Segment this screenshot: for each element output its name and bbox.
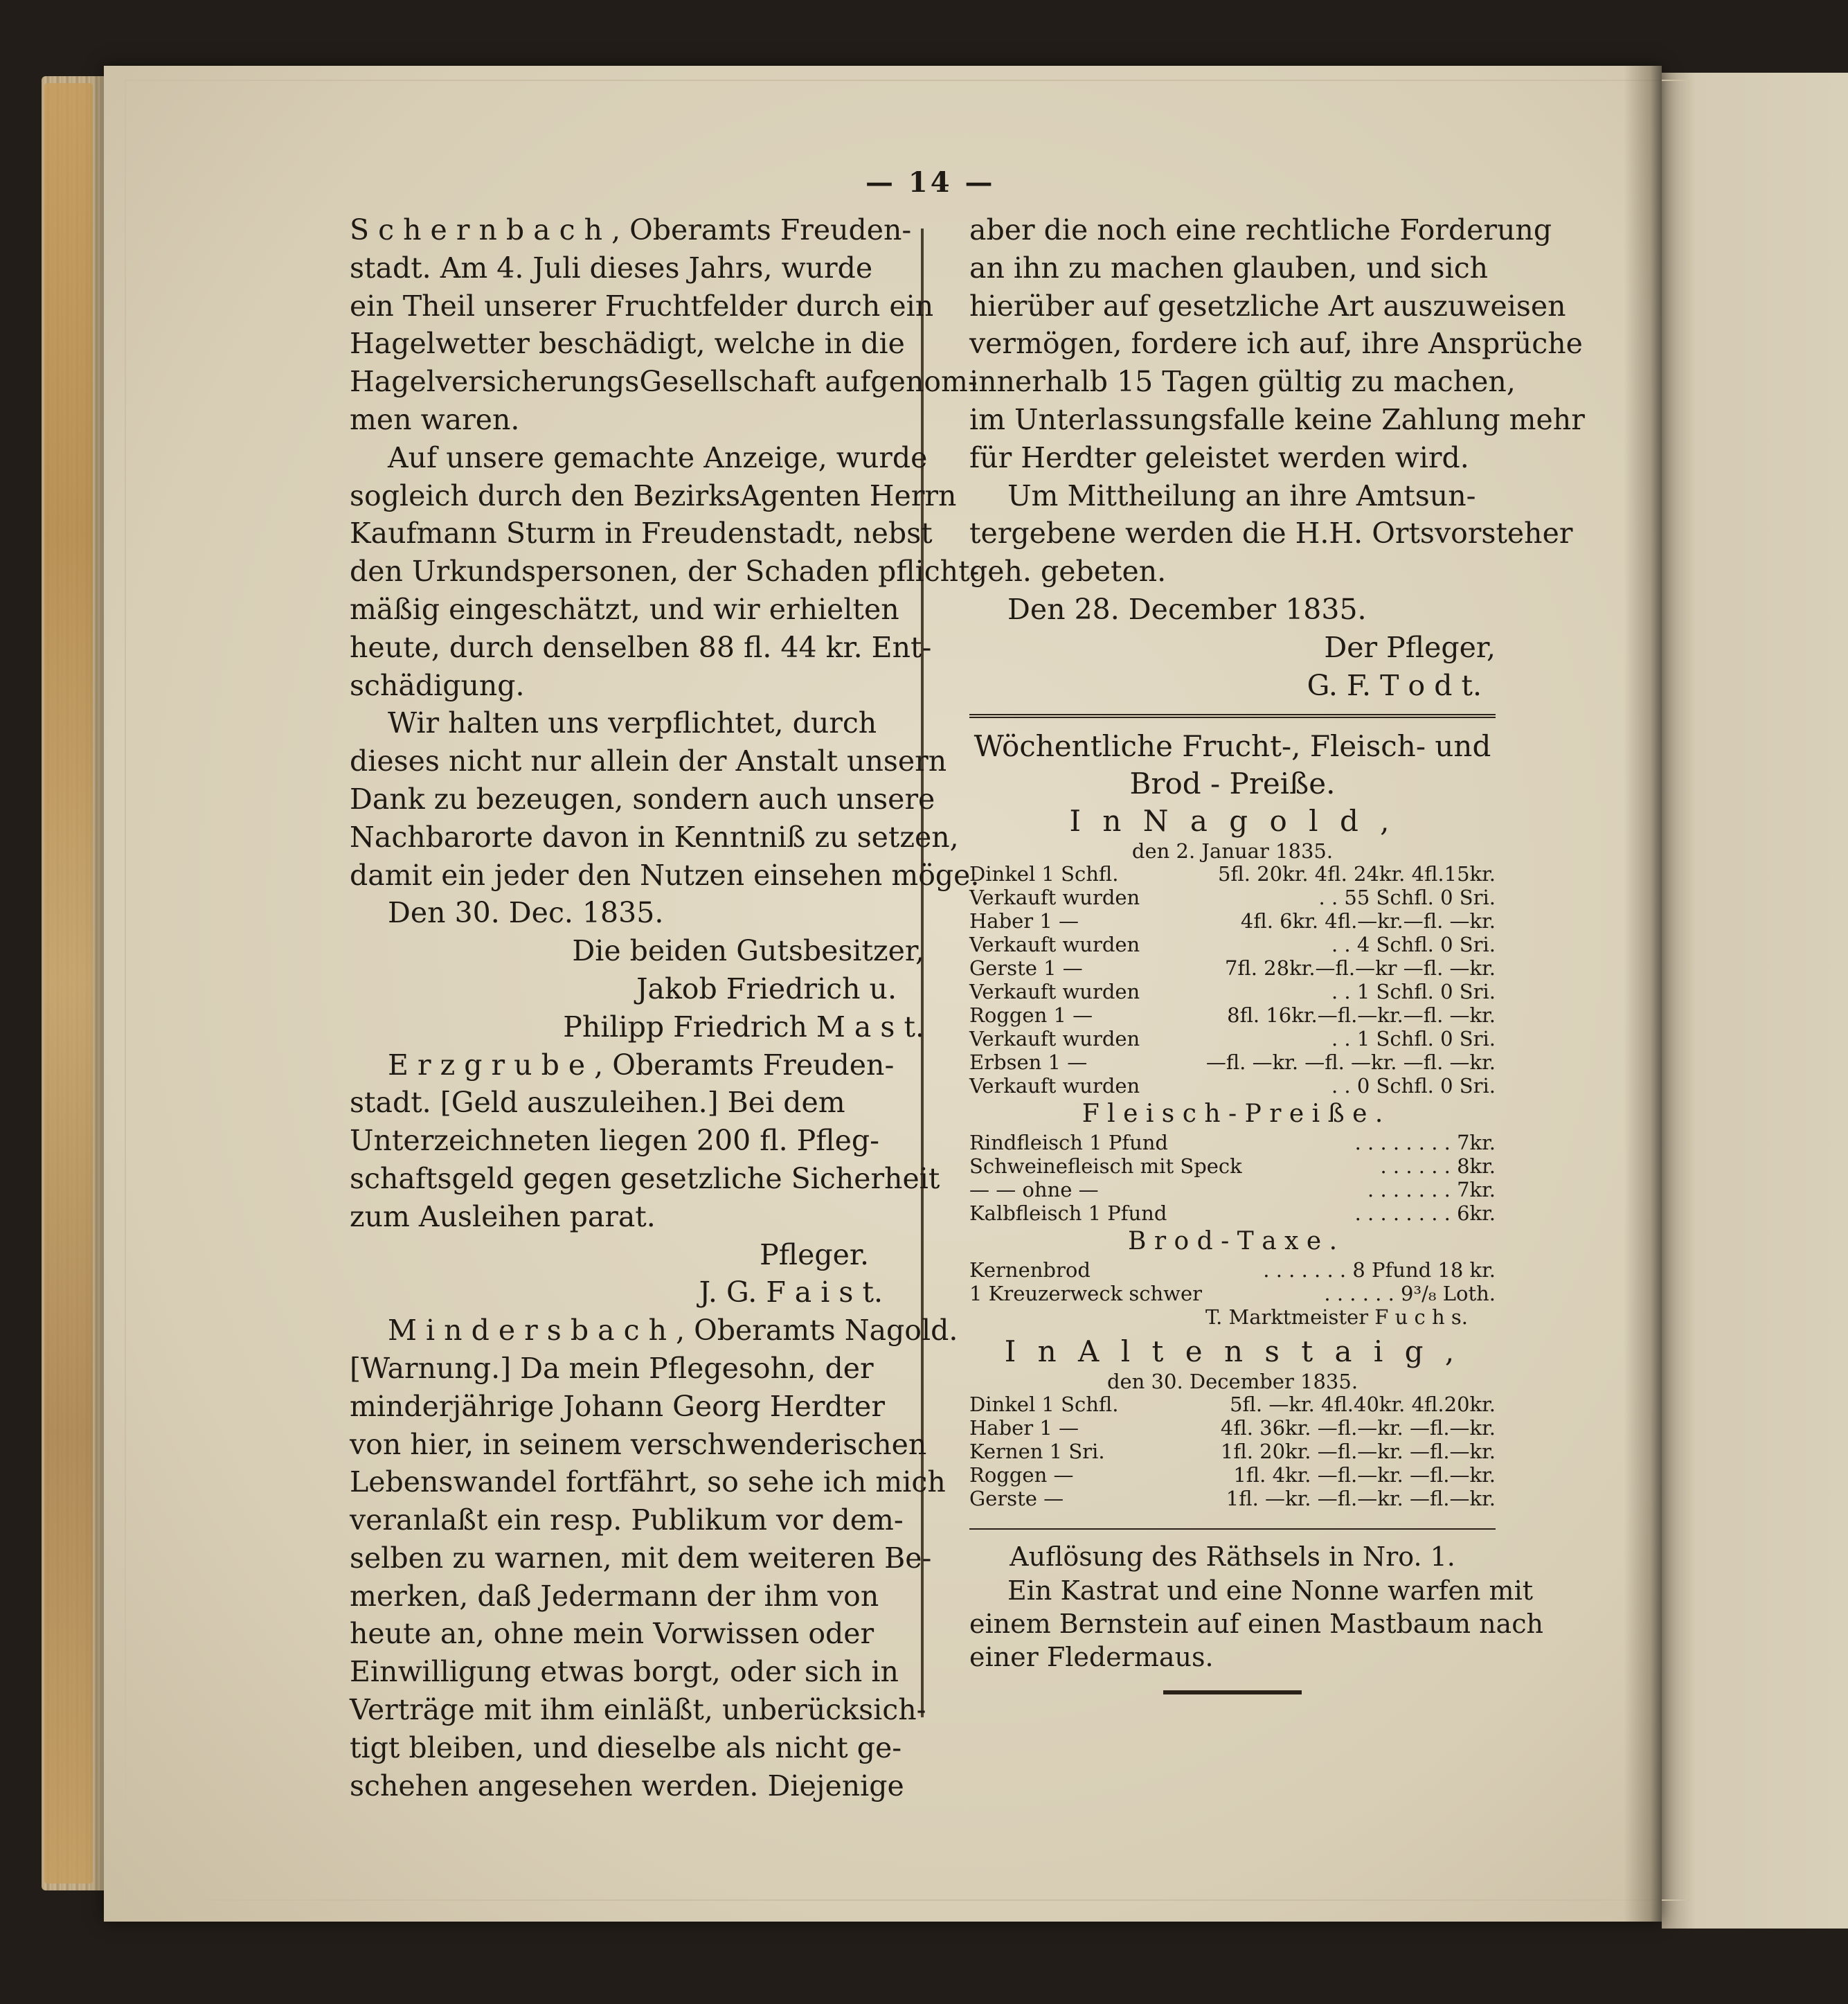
text-line: schaftsgeld gegen gesetzliche Sicherheit [350,1161,940,1195]
price-values: . . 0 Schfl. 0 Sri. [1331,1074,1496,1098]
signature-line: Pfleger. [760,1237,869,1271]
page-number: — 14 — [865,166,996,199]
price-values: . . 4 Schfl. 0 Sri. [1331,933,1496,957]
price-label: Schweinefleisch mit Speck [969,1154,1242,1179]
text-line: dieses nicht nur allein der Anstalt unsern [350,744,947,778]
text-line: Um Mittheilung an ihre Amtsun- [1007,478,1476,512]
left-column [350,211,980,1805]
text-line: damit ein jeder den Nutzen einsehen möge. [350,858,980,892]
prices-title: Wöchentliche Frucht-, Fleisch- und [974,729,1491,764]
price-row [969,1154,1496,1178]
price-values: . . . . . . . 7kr. [1367,1178,1496,1202]
text-line: den Urkundspersonen, der Schaden pflicht- [350,555,980,589]
text-line: veranlaßt ein resp. Publikum vor dem- [350,1503,904,1537]
price-values: . . 1 Schfl. 0 Sri. [1331,980,1496,1004]
text-line: geh. gebeten. [969,555,1167,589]
altensteig-price-table [969,1393,1496,1510]
price-label: Rindfleisch 1 Pfund [969,1131,1168,1155]
text-line: Einwilligung etwas borgt, oder sich in [350,1655,899,1689]
price-values: . . . . . . . . 7kr. [1354,1131,1496,1155]
meat-title: F l e i s c h - P r e i ß e . [1082,1100,1383,1129]
price-row [969,909,1496,933]
price-row [969,1074,1496,1098]
text-line: Unterzeichneten liegen 200 fl. Pfleg- [350,1124,879,1158]
price-label: Dinkel 1 Schfl. [969,862,1119,886]
text-line: innerhalb 15 Tagen gültig zu machen, [969,365,1516,399]
price-label: Haber 1 — [969,1416,1079,1440]
text-line: heute, durch denselben 88 fl. 44 kr. Ent- [350,630,932,664]
text-line: Dank zu bezeugen, sondern auch unsere [350,782,935,816]
price-label: Erbsen 1 — [969,1050,1088,1075]
date-line: Den 28. December 1835. [1007,592,1367,626]
text-line: an ihn zu machen glauben, und sich [969,251,1489,285]
end-ornament [1163,1690,1302,1694]
text-line: E r z g r u b e , Oberamts Freuden- [388,1048,895,1082]
text-line: sogleich durch den BezirksAgenten Herrn [350,478,957,512]
date-line: Den 30. Dec. 1835. [388,896,664,930]
text-line: im Unterlassungsfalle keine Zahlung mehr [969,402,1585,436]
text-line: M i n d e r s b a c h , Oberamts Nagold. [388,1314,958,1348]
price-values: . . 1 Schfl. 0 Sri. [1331,1027,1496,1051]
price-label: — — ohne — [969,1178,1099,1202]
price-label: Verkauft wurden [969,886,1140,910]
next-page [1662,73,1848,1929]
signature-line: J. G. F a i s t. [699,1276,883,1309]
text-line: minderjährige Johann Georg Herdter [350,1389,885,1423]
text-line: HagelversicherungsGesellschaft aufgenom- [350,365,978,399]
text-line: von hier, in seinem verschwenderischen [350,1427,927,1461]
page-edge-stain [44,83,93,1884]
price-row [969,1131,1496,1154]
meat-price-table [969,1131,1496,1225]
riddle-section [969,1539,1543,1694]
text-line: vermögen, fordere ich auf, ihre Ansprüche [969,327,1583,361]
nagold-date: den 2. Januar 1835. [1131,839,1334,864]
text-line: stadt. [Geld auszuleihen.] Bei dem [350,1086,845,1120]
text-line: hierüber auf gesetzliche Art auszuweisen [969,289,1566,323]
price-label: Kernenbrod [969,1258,1091,1282]
section-rule [969,714,1496,718]
text-line: Nachbarorte davon in Kenntniß zu setzen, [350,820,959,854]
bread-signature: T. Marktmeister F u c h s. [1205,1305,1468,1330]
price-label: 1 Kreuzerweck schwer [969,1282,1203,1306]
text-line: schädigung. [350,668,525,702]
bread-title: B r o d - T a x e . [1127,1227,1338,1256]
price-label: Roggen — [969,1463,1074,1487]
text-line: einer Fledermaus. [969,1642,1214,1673]
price-label: Verkauft wurden [969,933,1140,957]
prices-title: Brod - Preiße. [1129,767,1336,801]
nagold-price-table [969,862,1496,1098]
price-row [969,980,1496,1003]
price-values: 5fl. —kr. 4fl.40kr. 4fl.20kr. [1230,1393,1496,1417]
price-values: 5fl. 20kr. 4fl. 24kr. 4fl.15kr. [1217,862,1496,886]
price-row [969,1393,1496,1416]
price-label: Gerste 1 — [969,956,1083,981]
text-line: Wir halten uns verpflichtet, durch [388,706,877,740]
price-values: 4fl. 36kr. —fl.—kr. —fl.—kr. [1220,1416,1496,1440]
signature-line: Jakob Friedrich u. [636,972,897,1005]
notice-erzgrube [350,1046,940,1312]
riddle-title: Auflösung des Räthsels in Nro. 1. [1010,1541,1455,1573]
altensteig-title: I n A l t e n s t a i g , [1004,1334,1461,1369]
text-line: stadt. Am 4. Juli dieses Jahrs, wurde [350,251,873,285]
text-line: tigt bleiben, und dieselbe als nicht ge- [350,1730,902,1764]
price-row [969,1050,1496,1074]
signature-line: Philipp Friedrich M a s t. [563,1010,924,1044]
price-row [969,1027,1496,1050]
section-rule [969,1528,1496,1530]
price-label: Verkauft wurden [969,1027,1140,1051]
text-line: heute an, ohne mein Vorwissen oder [350,1617,874,1651]
price-values: . . . . . . 8kr. [1380,1154,1496,1179]
price-values: . . . . . . . 8 Pfund 18 kr. [1263,1258,1496,1282]
price-values: . . . . . . . . 6kr. [1354,1201,1496,1226]
text-line: mäßig eingeschätzt, und wir erhielten [350,592,899,626]
price-row [969,956,1496,980]
text-line: einem Bernstein auf einen Mastbaum nach [969,1609,1543,1640]
price-values: 1fl. 4kr. —fl.—kr. —fl.—kr. [1233,1463,1496,1487]
price-label: Roggen 1 — [969,1003,1093,1028]
price-row [969,1440,1496,1463]
price-label: Dinkel 1 Schfl. [969,1393,1119,1417]
prices-section [969,728,1496,1510]
text-line: Auf unsere gemachte Anzeige, wurde [388,440,928,474]
price-row [969,1003,1496,1027]
signature-line: Der Pfleger, [1324,630,1496,664]
price-values: 7fl. 28kr.—fl.—kr —fl. —kr. [1224,956,1496,981]
price-values: . . . . . . 9³/₈ Loth. [1324,1282,1496,1306]
text-line: aber die noch eine rechtliche Forderung [969,213,1552,247]
price-label: Haber 1 — [969,909,1079,933]
text-line: merken, daß Jedermann der ihm von [350,1579,879,1613]
gutter-shadow [1624,66,1662,1922]
price-row [969,1201,1496,1225]
text-line: ein Theil unserer Fruchtfelder durch ein [350,289,934,323]
price-values: 8fl. 16kr.—fl.—kr.—fl. —kr. [1227,1003,1496,1028]
text-line: tergebene werden die H.H. Ortsvorsteher [969,517,1573,551]
price-values: 1fl. —kr. —fl.—kr. —fl.—kr. [1226,1487,1496,1511]
price-values: . . 55 Schfl. 0 Sri. [1318,886,1496,910]
text-line: Lebenswandel fortfährt, so sehe ich mich [350,1465,946,1499]
price-row [969,933,1496,956]
price-label: Verkauft wurden [969,1074,1140,1098]
text-line: für Herdter geleistet werden wird. [969,440,1469,474]
price-label: Kernen 1 Sri. [969,1440,1105,1464]
price-row [969,1463,1496,1487]
notice-schernbach [350,211,980,1046]
notice-mindersbach [350,1312,958,1805]
price-row [969,886,1496,909]
text-line: Hagelwetter beschädigt, welche in die [350,327,905,361]
price-values: 4fl. 6kr. 4fl.—kr.—fl. —kr. [1240,909,1496,933]
price-row [969,1487,1496,1510]
price-row [969,1416,1496,1440]
signature-line: G. F. T o d t. [1307,668,1482,702]
text-line: schehen angesehen werden. Diejenige [350,1769,904,1802]
price-row [969,1282,1496,1305]
bread-price-table [969,1258,1496,1329]
price-values: 1fl. 20kr. —fl.—kr. —fl.—kr. [1220,1440,1496,1464]
price-label: Kalbfleisch 1 Pfund [969,1201,1167,1226]
right-column [969,211,1585,1694]
altensteig-date: den 30. December 1835. [1106,1370,1358,1394]
text-line: zum Ausleihen parat. [350,1199,656,1233]
price-values: —fl. —kr. —fl. —kr. —fl. —kr. [1205,1050,1496,1075]
price-row [969,1178,1496,1201]
text-line: Ein Kastrat und eine Nonne warfen mit [1007,1575,1534,1607]
price-row [969,1258,1496,1282]
nagold-title: I n N a g o l d , [1069,804,1396,839]
text-line: selben zu warnen, mit dem weiteren Be- [350,1541,932,1575]
text-line: men waren. [350,402,520,436]
notice-continuation [969,211,1585,704]
text-line: [Warnung.] Da mein Pflegesohn, der [350,1351,874,1385]
price-row [969,862,1496,886]
signature-line: Die beiden Gutsbesitzer, [572,934,924,968]
text-line: S c h e r n b a c h , Oberamts Freuden- [350,213,912,247]
text-line: Verträge mit ihm einläßt, unberücksich- [350,1693,926,1727]
text-line: Kaufmann Sturm in Freudenstadt, nebst [350,517,933,551]
price-label: Gerste — [969,1487,1064,1511]
price-label: Verkauft wurden [969,980,1140,1004]
